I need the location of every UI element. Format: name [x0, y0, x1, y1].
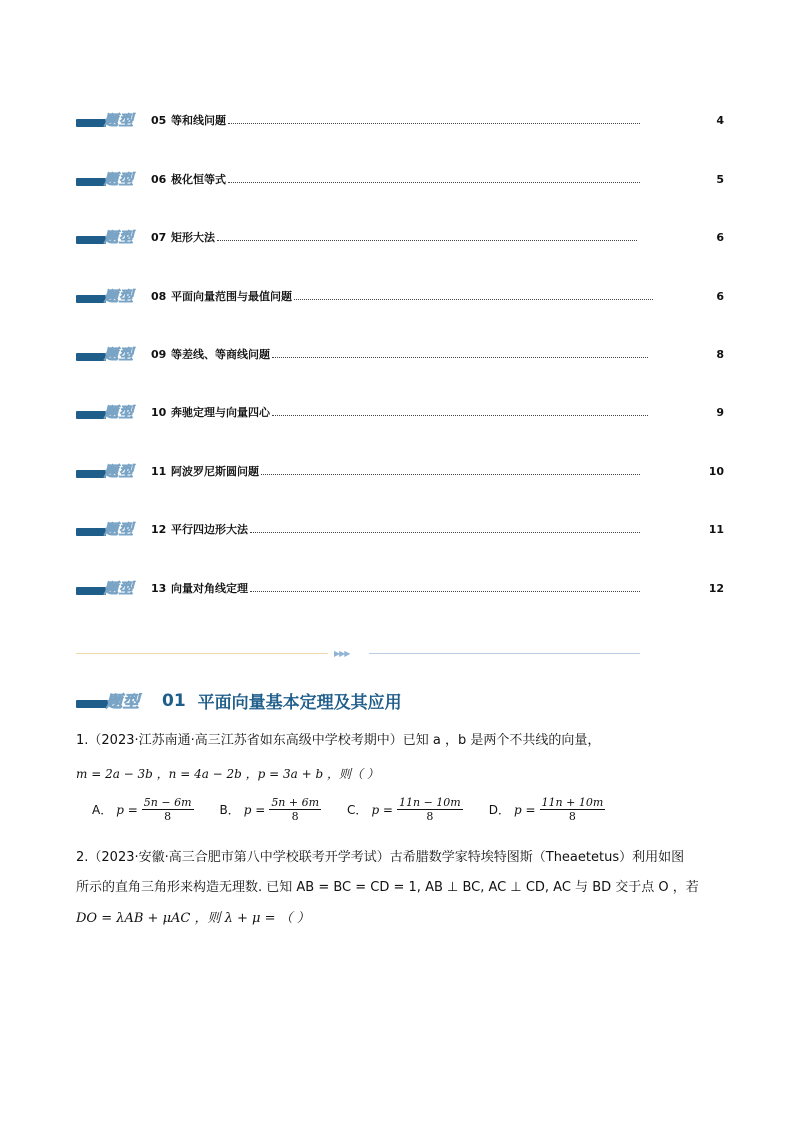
choice-label: A．: [92, 803, 113, 817]
badge-bar-icon: [76, 295, 106, 303]
toc-badge: [76, 346, 146, 362]
toc-leader-dots: [217, 239, 637, 241]
divider-arrows-icon: ▶▶▶: [334, 648, 350, 658]
badge-bar-icon: [76, 528, 106, 536]
toc-badge: [76, 288, 146, 304]
toc-number: 13: [151, 581, 167, 595]
section-title: 平面向量基本定理及其应用: [197, 693, 402, 713]
section-heading: [76, 688, 402, 713]
toc-page-number: 11: [708, 522, 724, 536]
toc-number: 12: [151, 522, 167, 536]
toc-page-number: 6: [716, 289, 724, 303]
choice-fraction: [269, 796, 321, 823]
badge-bar-icon: [76, 353, 106, 361]
choice-fraction: [397, 796, 463, 823]
badge-bar-icon: [76, 700, 108, 708]
toc-page-number: 12: [708, 581, 724, 595]
toc-title: 等和线问题: [171, 114, 226, 127]
toc-entry-06[interactable]: [76, 169, 724, 189]
toc-page-number: 4: [716, 113, 724, 127]
toc-number: 10: [151, 405, 167, 419]
choice-lhs: p =: [513, 802, 536, 817]
choice-fraction: [142, 796, 194, 823]
toc-page-number: 8: [716, 347, 724, 361]
toc-badge: [76, 404, 146, 420]
toc-badge: [76, 112, 146, 128]
toc-number: 06: [151, 172, 167, 186]
section-badge: [76, 693, 146, 709]
toc-entry-10[interactable]: [76, 402, 724, 422]
question-1-stem: 1.（2023·江苏南通·高三江苏省如东高级中学校考期中）已知 a ，b 是两个不共线的向量，: [76, 733, 601, 748]
section-number: 01: [162, 690, 186, 711]
choice-a[interactable]: [92, 796, 194, 823]
toc-entry-05[interactable]: [76, 110, 724, 130]
toc-page-number: 6: [716, 230, 724, 244]
toc-title: 奔驰定理与向量四心: [171, 406, 270, 419]
toc-badge: [76, 521, 146, 537]
toc-number: 07: [151, 230, 167, 244]
badge-text: 题型: [104, 347, 134, 363]
toc-entry-12[interactable]: [76, 519, 724, 539]
toc-number: 08: [151, 289, 167, 303]
toc-title: 向量对角线定理: [171, 582, 248, 595]
question-2-line-3: DO = λAB + μAC ，则 λ + μ = （ ）: [76, 911, 310, 926]
badge-text: 题型: [104, 172, 134, 188]
badge-bar-icon: [76, 470, 106, 478]
fraction-numerator: 11n + 10m: [541, 796, 604, 809]
question-2-line-1: 2.（2023·安徽·高三合肥市第八中学校联考开学考试）古希腊数学家特埃特图斯（Theaetetus）利用如图: [76, 850, 685, 865]
choice-lhs: p =: [371, 802, 393, 817]
choice-lhs: p =: [243, 802, 266, 817]
fraction-numerator: 5n − 6m: [143, 796, 192, 809]
toc-entry-11[interactable]: [76, 461, 724, 481]
toc-badge: [76, 171, 146, 187]
toc-leader-dots: [272, 414, 648, 416]
badge-bar-icon: [76, 587, 106, 595]
toc-title: 等差线、等商线问题: [171, 348, 270, 361]
fraction-denominator: 8: [291, 810, 299, 823]
toc-entry-13[interactable]: [76, 578, 724, 598]
toc-leader-dots: [294, 298, 653, 300]
fraction-numerator: 11n − 10m: [399, 796, 461, 809]
toc-title: 平面向量范围与最值问题: [171, 290, 292, 303]
badge-bar-icon: [76, 119, 106, 127]
choice-c[interactable]: [347, 796, 463, 823]
toc-leader-dots: [250, 590, 640, 592]
badge-bar-icon: [76, 411, 106, 419]
badge-text: 题型: [104, 522, 134, 538]
toc-badge: [76, 463, 146, 479]
choice-label: C．: [347, 803, 368, 817]
choice-label: B．: [219, 803, 240, 817]
badge-text: 题型: [104, 230, 134, 246]
toc-leader-dots: [250, 531, 640, 533]
toc-leader-dots: [272, 356, 648, 358]
choice-d[interactable]: [489, 796, 606, 823]
toc-number: 11: [151, 464, 167, 478]
toc-leader-dots: [261, 473, 640, 475]
divider-line-left: [76, 653, 328, 654]
toc-title: 极化恒等式: [171, 173, 226, 186]
toc-number: 09: [151, 347, 167, 361]
toc-leader-dots: [228, 181, 640, 183]
toc-title: 阿波罗尼斯圆问题: [171, 465, 259, 478]
toc-badge: [76, 229, 146, 245]
question-1-choices: [92, 796, 605, 823]
fraction-denominator: 8: [568, 810, 576, 823]
section-divider: [76, 648, 640, 658]
toc-entry-08[interactable]: [76, 286, 724, 306]
toc-page-number: 10: [708, 464, 724, 478]
choice-lhs: p =: [116, 802, 138, 817]
toc-entry-09[interactable]: [76, 344, 724, 364]
question-2-line-2: 所示的直角三角形来构造无理数. 已知 AB = BC = CD = 1, AB ⊥ BC, AC ⊥ CD, AC 与 BD 交于点 O ，若: [76, 880, 699, 895]
toc-page-number: 9: [716, 405, 724, 419]
toc-badge: [76, 580, 146, 596]
badge-text: 题型: [104, 405, 134, 421]
fraction-denominator: 8: [164, 810, 172, 823]
fraction-denominator: 8: [426, 810, 434, 823]
choice-b[interactable]: [220, 796, 322, 823]
toc-number: 05: [151, 113, 167, 127]
fraction-numerator: 5n + 6m: [271, 796, 320, 809]
toc-leader-dots: [228, 122, 640, 124]
toc-page-number: 5: [716, 172, 724, 186]
divider-line-right: [369, 653, 640, 654]
badge-bar-icon: [76, 178, 106, 186]
badge-text: 题型: [106, 692, 141, 711]
badge-text: 题型: [104, 464, 134, 480]
badge-bar-icon: [76, 236, 106, 244]
choice-label: D．: [488, 803, 510, 817]
toc-title: 平行四边形大法: [171, 523, 248, 536]
toc-title: 矩形大法: [171, 231, 215, 244]
question-1-given: m = 2a − 3b ，n = 4a − 2b ，p = 3a + b ，则（ ）: [76, 767, 379, 781]
toc-entry-07[interactable]: [76, 227, 724, 247]
badge-text: 题型: [104, 113, 134, 129]
badge-text: 题型: [104, 289, 134, 305]
choice-fraction: [540, 796, 606, 823]
badge-text: 题型: [104, 581, 134, 597]
